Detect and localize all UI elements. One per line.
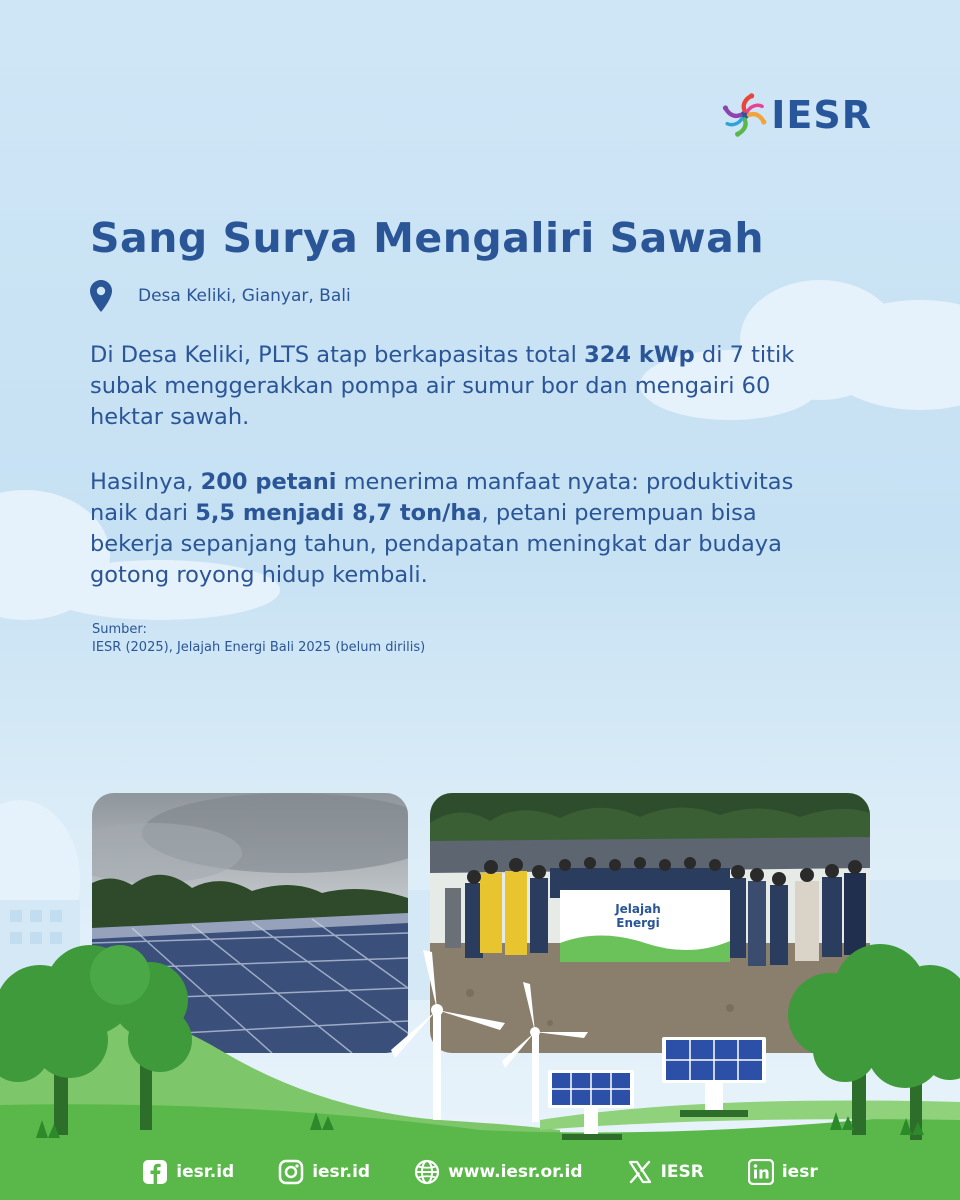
wind-turbine-1 bbox=[391, 950, 505, 1120]
instagram-handle: iesr.id bbox=[312, 1162, 371, 1182]
p2-text-2: menerima manfaat nyata: produktivitas naik dari bbox=[90, 469, 794, 526]
linkedin-icon bbox=[748, 1159, 774, 1185]
banner-line2: Energi bbox=[616, 916, 660, 930]
p2-bold-farmers: 200 petani bbox=[200, 469, 337, 495]
social-facebook[interactable] bbox=[142, 1159, 234, 1185]
brand-name: IESR bbox=[771, 93, 872, 137]
iesr-logo-icon bbox=[722, 89, 767, 141]
social-footer bbox=[0, 1152, 960, 1192]
x-icon bbox=[627, 1159, 653, 1185]
location bbox=[90, 280, 351, 312]
paragraph-2 bbox=[90, 467, 830, 591]
p1-text-1: Di Desa Keliki, PLTS atap berkapasitas total bbox=[90, 342, 585, 368]
source-text: IESR (2025), Jelajah Energi Bali 2025 (belum dirilis) bbox=[92, 640, 426, 655]
solar-panel-icon-1 bbox=[548, 1070, 634, 1140]
source-note bbox=[92, 621, 425, 657]
banner-line1: Jelajah bbox=[615, 902, 661, 916]
instagram-icon bbox=[278, 1159, 304, 1185]
social-website[interactable] bbox=[414, 1159, 582, 1185]
social-instagram[interactable] bbox=[278, 1159, 370, 1185]
x-handle: IESR bbox=[660, 1162, 704, 1182]
facebook-handle: iesr.id bbox=[176, 1162, 235, 1182]
website-url: www.iesr.or.id bbox=[448, 1162, 583, 1182]
social-linkedin[interactable] bbox=[748, 1159, 818, 1185]
location-text: Desa Keliki, Gianyar, Bali bbox=[138, 286, 351, 306]
p1-text-2: di 7 titik subak menggerakkan pompa air sumur bor dan mengairi 60 hektar sawah. bbox=[90, 342, 795, 430]
linkedin-handle: iesr bbox=[781, 1162, 818, 1182]
globe-icon bbox=[414, 1159, 440, 1185]
iesr-logo bbox=[722, 88, 872, 142]
p1-bold-capacity: 324 kWp bbox=[584, 342, 695, 368]
location-pin-icon bbox=[90, 280, 112, 312]
page-title: Sang Surya Mengaliri Sawah bbox=[90, 214, 765, 262]
p2-bold-productivity: 5,5 menjadi 8,7 ton/ha bbox=[195, 500, 482, 526]
social-x[interactable] bbox=[627, 1159, 704, 1185]
facebook-icon bbox=[142, 1159, 168, 1185]
p2-text-3: , petani perempuan bisa bekerja sepanjang tahun, pendapatan meningkat dar budaya gotong royong hidup kembali. bbox=[90, 500, 782, 588]
paragraph-1 bbox=[90, 340, 830, 433]
p2-text-1: Hasilnya, bbox=[90, 469, 201, 495]
source-label: Sumber: bbox=[92, 622, 147, 637]
